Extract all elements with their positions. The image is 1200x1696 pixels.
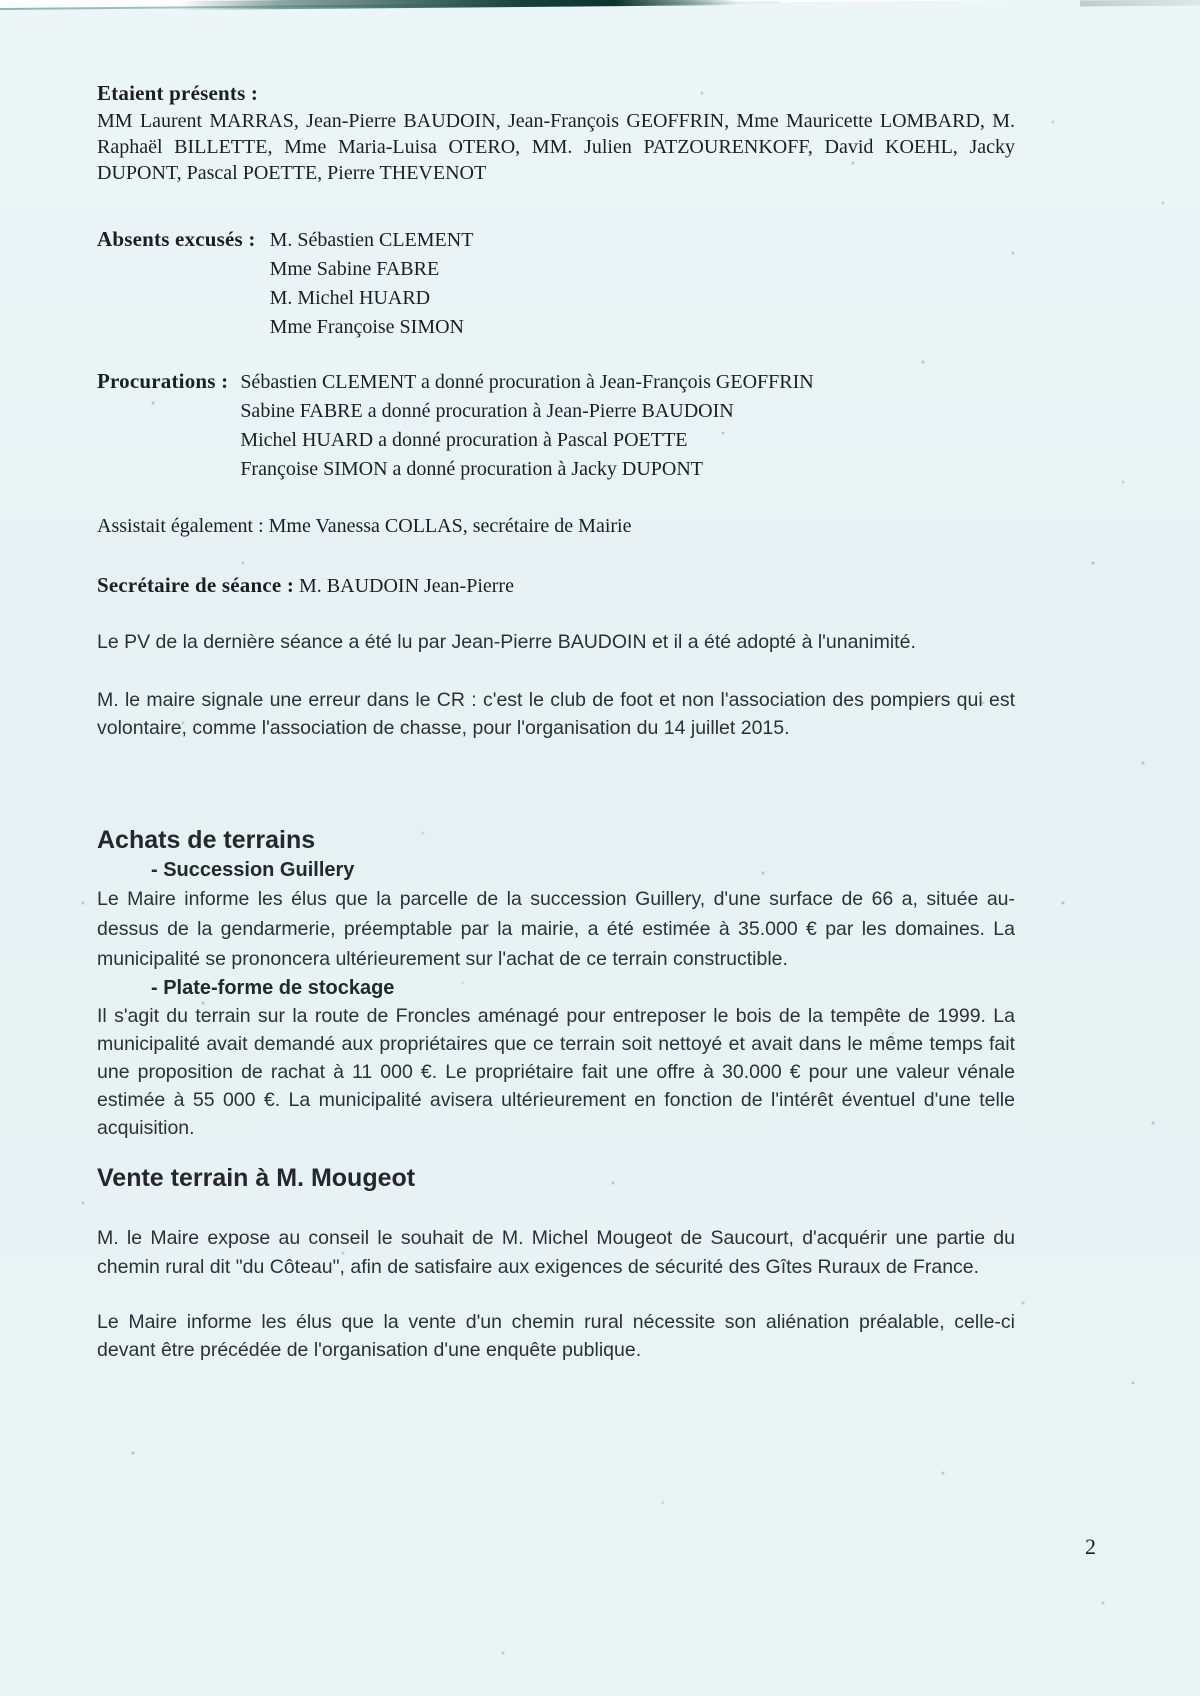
absent-members-list — [270, 226, 474, 342]
report-correction-paragraph: M. le maire signale une erreur dans le CR : c'est le club de foot et non l'association des pompiers qui est volontaire, comme l'association de chasse, pour l'organisation du 14 juillet 2015. — [97, 689, 1015, 739]
succession-guillery-subheading: - Succession Guillery — [151, 859, 355, 881]
land-sale-paragraph-2: Le Maire informe les élus que la vente d'un chemin rural nécessite son aliénation préalable, celle-ci devant être précédée de l'organisation d'une enquête publique. — [97, 1311, 1015, 1361]
document-content — [97, 80, 1015, 1364]
land-sale-paragraph-1: M. le Maire expose au conseil le souhait de M. Michel Mougeot de Saucourt, d'acquérir une partie du chemin rural dit "du Côteau", afin de satisfaire aux exigences de sécurité des Gîtes Ruraux de France. — [97, 1227, 1015, 1278]
storage-platform-subheading: - Plate-forme de stockage — [151, 977, 395, 999]
proxies-list — [240, 368, 813, 484]
proxy-line: Sébastien CLEMENT a donné procuration à Jean-François GEOFFRIN — [240, 371, 814, 393]
land-purchases-heading: Achats de terrains — [97, 826, 316, 854]
minutes-approval-paragraph: Le PV de la dernière séance a été lu par Jean-Pierre BAUDOIN et il a été adopté à l'unanimité. — [97, 631, 916, 653]
session-secretary-value: M. BAUDOIN Jean-Pierre — [299, 575, 514, 597]
also-attending-line — [97, 512, 1015, 540]
scan-noise — [0, 0, 2, 2]
also-attending-label: Assistait également : — [97, 515, 264, 537]
proxy-line: Françoise SIMON a donné procuration à Jacky DUPONT — [240, 458, 703, 480]
absent-member: M. Michel HUARD — [269, 287, 431, 309]
absent-member: Mme Sabine FABRE — [269, 258, 440, 280]
succession-guillery-paragraph: Le Maire informe les élus que la parcelle de la succession Guillery, d'une surface de 66 a, située au-dessus de la gendarmerie, préemptable par la mairie, a été estimée à 35.000 € par les domaines. La municipalité se prononcera ultérieurement sur l'achat de ce terrain constructible. — [97, 888, 1015, 970]
proxy-line: Michel HUARD a donné procuration à Pascal POETTE — [240, 429, 688, 451]
page-number: 2 — [1085, 1534, 1096, 1559]
scan-edge-dark-stripe — [178, 0, 738, 10]
absent-member: M. Sébastien CLEMENT — [269, 229, 474, 251]
absent-members-heading: Absents excusés : — [97, 227, 256, 251]
absent-members-section — [97, 226, 1015, 342]
proxies-section — [97, 368, 1015, 484]
present-members-list: MM Laurent MARRAS, Jean-Pierre BAUDOIN, Jean-François GEOFFRIN, Mme Mauricette LOMBARD, M. Raphaël BILLETTE, Mme Maria-Luisa OTERO, MM. Julien PATZOURENKOFF, David KOEHL, Jacky DUPONT, Pascal POETTE, Pierre THEVENOT — [97, 110, 1015, 184]
present-members-heading: Etaient présents : — [97, 81, 259, 105]
proxy-line: Sabine FABRE a donné procuration à Jean-Pierre BAUDOIN — [240, 400, 734, 422]
land-sale-heading: Vente terrain à M. Mougeot — [97, 1164, 416, 1192]
scan-edge-smudge — [1080, 0, 1200, 6]
absent-member: Mme Françoise SIMON — [269, 316, 464, 338]
also-attending-value: Mme Vanessa COLLAS, secrétaire de Mairie — [268, 515, 632, 537]
storage-platform-paragraph: Il s'agit du terrain sur la route de Froncles aménagé pour entreposer le bois de la tempête de 1999. La municipalité avait demandé aux propriétaires que ce terrain soit nettoyé et avait dans le même temps fait une proposition de rachat à 11 000 €. Le propriétaire fait une offre à 30.000 € pour une valeur vénale estimée à 55 000 €. La municipalité avisera ultérieurement en fonction de l'intérêt éventuel d'une telle acquisition. — [97, 1005, 1015, 1139]
proxies-heading: Procurations : — [97, 369, 229, 393]
session-secretary-line — [97, 572, 1015, 600]
session-secretary-label: Secrétaire de séance : — [97, 573, 295, 597]
